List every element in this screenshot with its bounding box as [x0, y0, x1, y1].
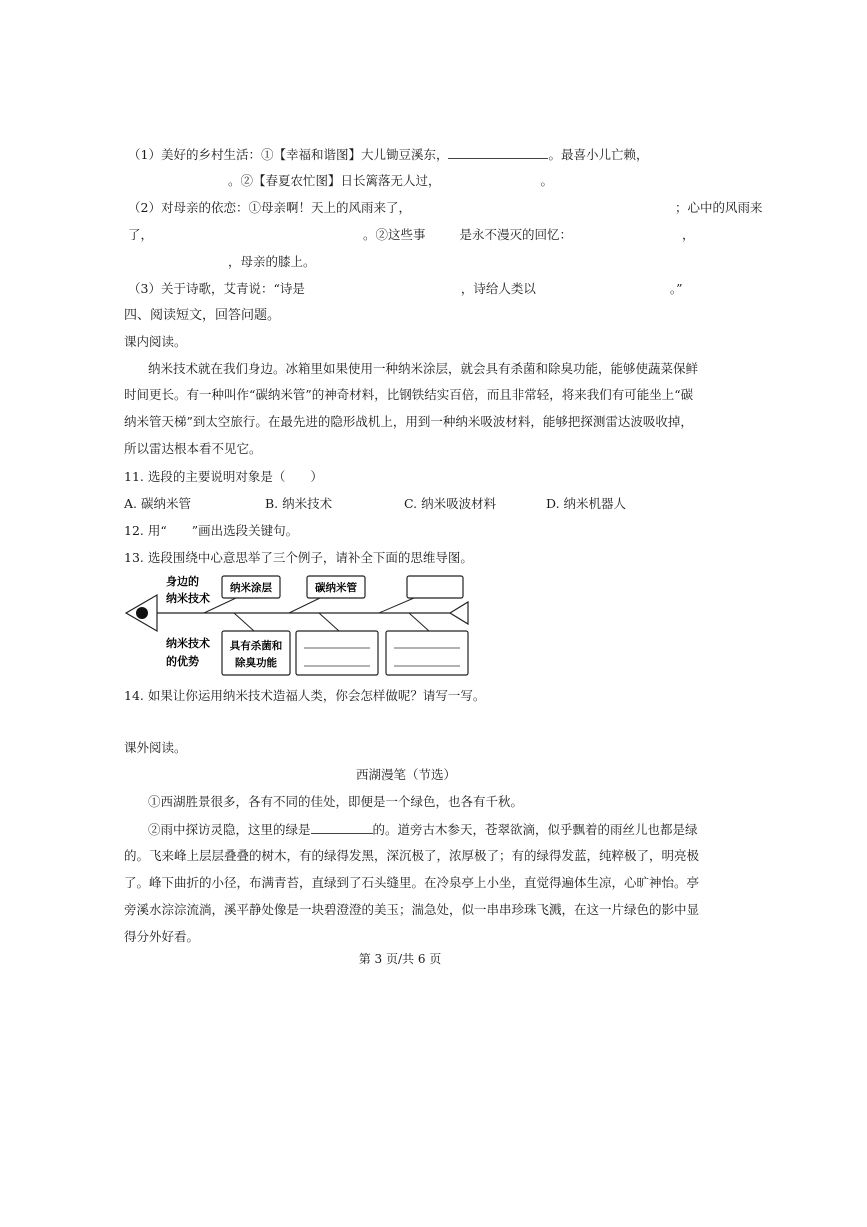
label-bottom-1: 纳米技术 [166, 637, 210, 650]
q3-label: （3）关于诗歌，艾青说：“诗是 [128, 281, 305, 296]
label-top-1: 身边的 [166, 575, 199, 588]
q11-option-d[interactable]: D. 纳米机器人 [546, 496, 627, 511]
q1-label: （1）美好的乡村生活：①【幸福和谐图】大儿锄豆溪东， [128, 147, 449, 162]
fishbone-diagram [124, 570, 474, 680]
q1-line2-end: 。 [540, 173, 554, 188]
q2-line2-end: ， [682, 227, 695, 242]
box-antibacterial-line1: 具有杀菌和 [229, 640, 283, 652]
q2-mid: ；心中的风雨来 [674, 200, 763, 215]
p2-para1: ①西湖胜景很多，各有不同的佳处，即便是一个绿色，也各有千秋。 [148, 794, 524, 809]
branch-top-2 [289, 598, 320, 613]
q1-line1 [128, 146, 648, 163]
box-blank-bottom-2[interactable] [386, 631, 468, 675]
q11-option-b[interactable]: B. 纳米技术 [265, 496, 333, 511]
question-11: 11. 选段的主要说明对象是（ ） [124, 469, 323, 484]
box-blank-bottom-1[interactable] [296, 631, 378, 675]
section4-heading: 四、阅读短文，回答问题。 [124, 308, 281, 323]
passage-line-4: 所以雷达根本看不见它。 [124, 441, 262, 456]
fish-eye [136, 607, 148, 619]
q1-line2-a: 。②【春夏农忙图】日长篱落无人过， [228, 173, 441, 188]
q2-line1 [128, 200, 762, 216]
outclass-label: 课外阅读。 [124, 740, 187, 755]
branch-top-3 [379, 598, 414, 613]
passage-line-3: 纳米管天梯”到太空旅行。在最先进的隐形战机上，用到一种纳米吸波材料，能够把探测雷达波吸收掉， [124, 414, 693, 429]
q11-option-c[interactable]: C. 纳米吸波材料 [404, 496, 497, 511]
q2-line2-c: 是永不漫灭的回忆： [459, 227, 573, 242]
box-nano-coating-text: 纳米涂层 [230, 582, 272, 594]
q1-end: 。最喜小儿亡赖， [548, 147, 649, 162]
q11-option-a[interactable]: A. 碳纳米管 [124, 496, 191, 511]
p2-para2-a: ②雨中探访灵隐，这里的绿是 [148, 822, 311, 837]
branch-bottom-3 [409, 613, 429, 631]
q2-line2 [128, 227, 695, 243]
label-top-2: 纳米技术 [166, 592, 210, 605]
p2-para2-line1 [148, 821, 698, 838]
p2-blank[interactable] [311, 821, 373, 834]
passage2-title: 西湖漫笔（节选） [356, 767, 457, 782]
passage-line-2: 时间更长。有一种叫作“碳纳米管”的神奇材料，比钢铁结实百倍，而且非常轻，将来我们有可能坐上“碳 [124, 387, 694, 402]
q3-mid: ，诗给人类以 [460, 281, 536, 296]
q3-line [128, 281, 683, 297]
box-antibacterial-line2: 除臭功能 [235, 657, 277, 669]
branch-bottom-2 [319, 613, 339, 631]
q2-line3 [228, 254, 316, 270]
q2-line2-b: 。②这些事 [363, 227, 426, 242]
q1-line2 [228, 173, 553, 189]
label-bottom-2: 的优势 [166, 655, 199, 668]
question-14: 14. 如果让你运用纳米技术造福人类，你会怎样做呢？请写一写。 [124, 688, 486, 703]
q3-end: 。” [669, 281, 683, 296]
passage-line-1: 纳米技术就在我们身边。冰箱里如果使用一种纳米涂层，就会具有杀菌和除臭功能，能够使蔬菜保鲜 [148, 361, 699, 376]
box-blank-top[interactable] [407, 576, 463, 598]
page-footer: 第 3 页/共 6 页 [358, 952, 442, 966]
question-12: 12. 用“ ”画出选段关键句。 [124, 523, 299, 538]
p2-line-1: 的。飞来峰上层层叠叠的树木，有的绿得发黑，深沉极了，浓厚极了；有的绿得发蓝，纯粹极了，明亮极 [124, 848, 700, 863]
p2-line-3: 旁溪水淙淙流淌，溪平静处像是一块碧澄澄的美玉；湍急处，似一串串珍珠飞溅，在这一片绿色的影中显 [124, 902, 700, 917]
q1-blank-1[interactable] [448, 146, 548, 159]
q2-label: （2）对母亲的依恋：①母亲啊！天上的风雨来了， [128, 200, 411, 215]
p2-line-2: 了。峰下曲折的小径，布满青苔，直绿到了石头缝里。在冷泉亭上小坐，直觉得遍体生凉，心旷神怡。亭 [124, 875, 700, 890]
q2-line3-text: ，母亲的膝上。 [228, 254, 316, 269]
fish-tail [450, 602, 468, 624]
question-13: 13. 选段围绕中心意思举了三个例子，请补全下面的思维导图。 [124, 550, 473, 565]
branch-bottom-1 [234, 613, 254, 631]
p2-line-4: 得分外好看。 [124, 929, 200, 944]
box-carbon-nanotube-text: 碳纳米管 [315, 582, 357, 594]
q2-line2-a: 了， [128, 227, 154, 242]
p2-para2-b: 的。道旁古木参天，苍翠欲滴，似乎飘着的雨丝儿也都是绿 [372, 822, 698, 837]
inclass-label: 课内阅读。 [124, 334, 187, 349]
